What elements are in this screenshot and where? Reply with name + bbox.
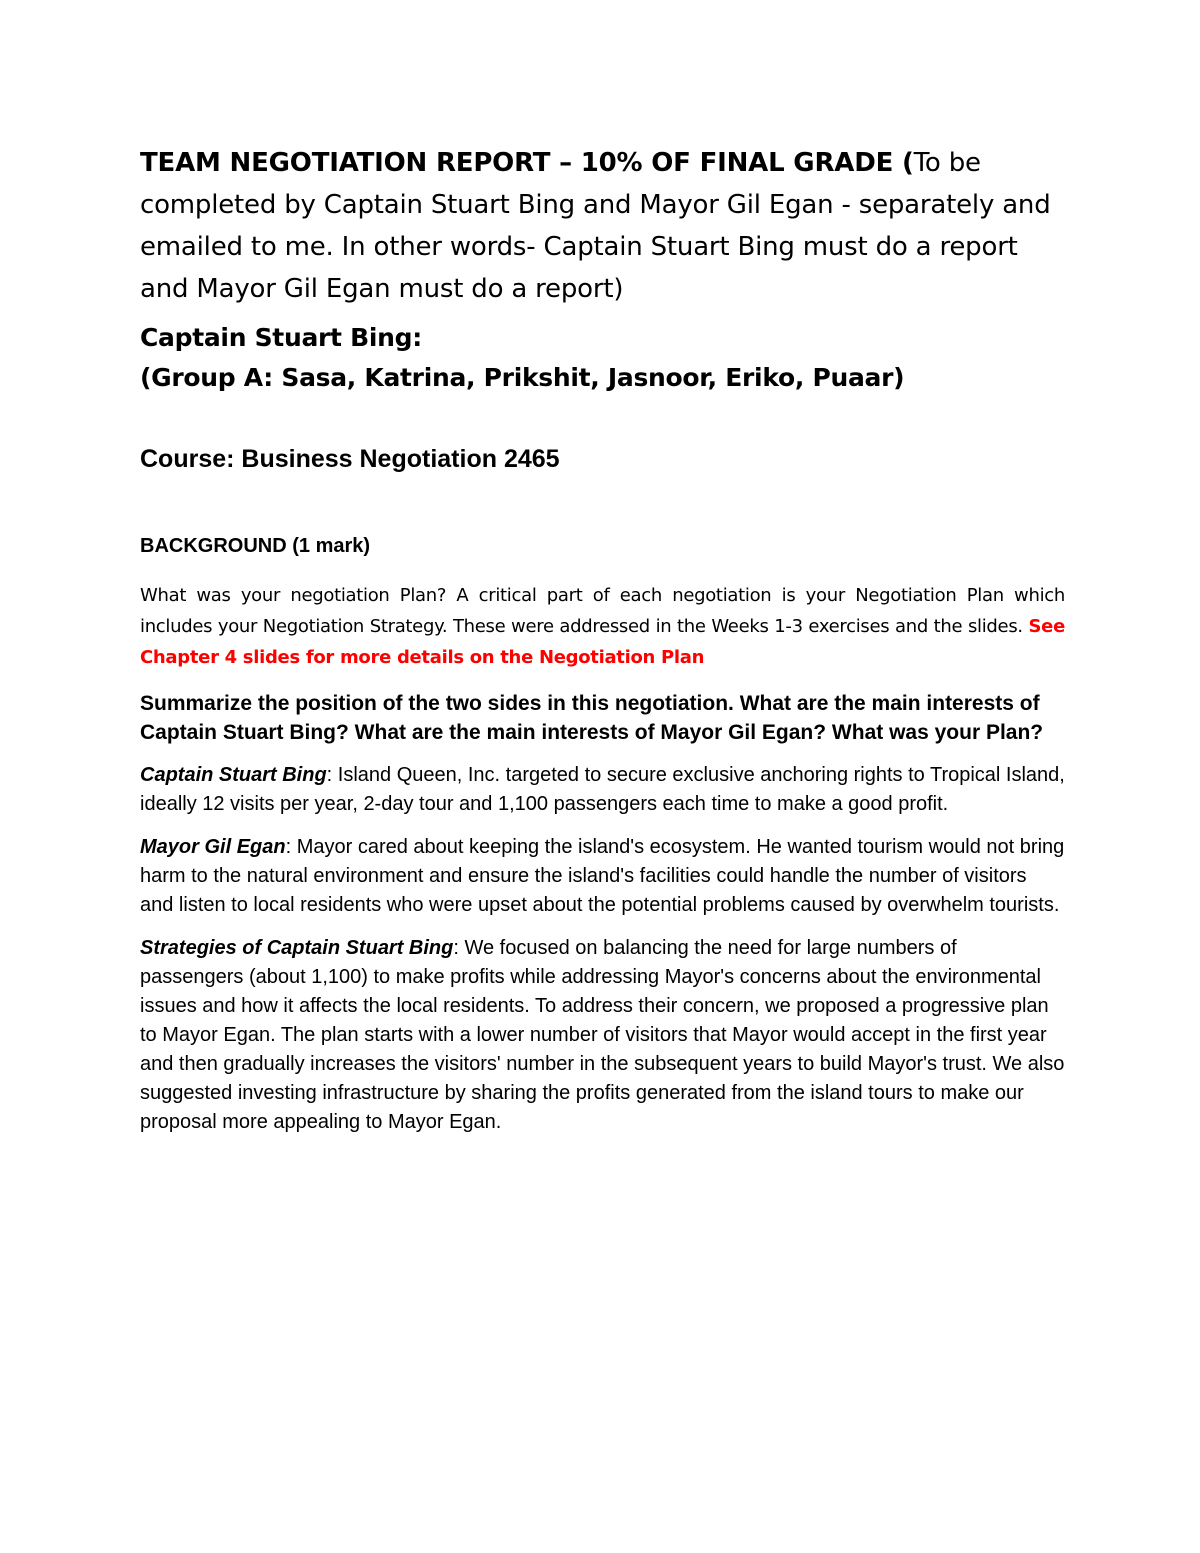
answer-mayor xyxy=(140,833,1065,920)
answer-label: Captain Stuart Bing xyxy=(140,764,327,786)
plan-paragraph xyxy=(140,580,1065,673)
report-title-instructions: To be completed by Captain Stuart Bing and Mayor Gil Egan - separately and emailed to me. In other words- Captain Stuart Bing must do a report and Mayor Gil Egan must do a report) xyxy=(140,148,1051,304)
answer-label: Mayor Gil Egan xyxy=(140,836,286,858)
course-title: Course: Business Negotiation 2465 xyxy=(140,445,560,473)
background-heading-label: BACKGROUND xyxy=(140,535,287,557)
group-members: (Group A: Sasa, Katrina, Prikshit, Jasnoor, Eriko, Puaar) xyxy=(140,363,905,392)
role-name: Captain Stuart Bing: xyxy=(140,323,422,352)
answer-text: : Mayor cared about keeping the island's ecosystem. He wanted tourism would not bring harm to the natural environment and ensure the island's facilities could handle the number of visitors and listen to local residents who were upset about the potential problems caused by overwhelm tourists. xyxy=(140,836,1065,916)
chapter-note: See Chapter 4 slides for more details on the Negotiation Plan xyxy=(140,616,1065,668)
answer-text: : We focused on balancing the need for large numbers of passengers (about 1,100) to make profits while addressing Mayor's concerns about the environmental issues and how it affects the local residents. To address their concern, we proposed a progressive plan to Mayor Egan. The plan starts with a lower number of visitors that Mayor would accept in the first year and then gradually increases the visitors' number in the subsequent years to build Mayor's trust. We also suggested investing infrastructure by sharing the profits generated from the island tours to make our proposal more appealing to Mayor Egan. xyxy=(140,937,1065,1133)
answer-captain xyxy=(140,761,1065,819)
answer-text: : Island Queen, Inc. targeted to secure exclusive anchoring rights to Tropical Island, ideally 12 visits per year, 2-day tour and 1,100 passengers each time to make a good profit. xyxy=(140,764,1065,815)
background-marks: (1 mark) xyxy=(286,535,371,557)
document-body xyxy=(140,142,1065,1137)
report-title xyxy=(140,142,1065,310)
summary-question: Summarize the position of the two sides in this negotiation. What are the main interests of Captain Stuart Bing? What are the main interests of Mayor Gil Egan? What was your Plan? xyxy=(140,692,1044,744)
role-block xyxy=(140,318,1065,398)
plan-paragraph-text: What was your negotiation Plan? A critical part of each negotiation is your Negotiation Plan which includes your Negotiation Strategy. These were addressed in the Weeks 1-3 exercises and the slides. xyxy=(140,585,1065,637)
background-heading xyxy=(140,532,1065,560)
answer-label: Strategies of Captain Stuart Bing xyxy=(140,937,454,959)
report-title-bold: TEAM NEGOTIATION REPORT – 10% OF FINAL GRADE ( xyxy=(140,148,914,178)
answer-strategies xyxy=(140,934,1065,1137)
